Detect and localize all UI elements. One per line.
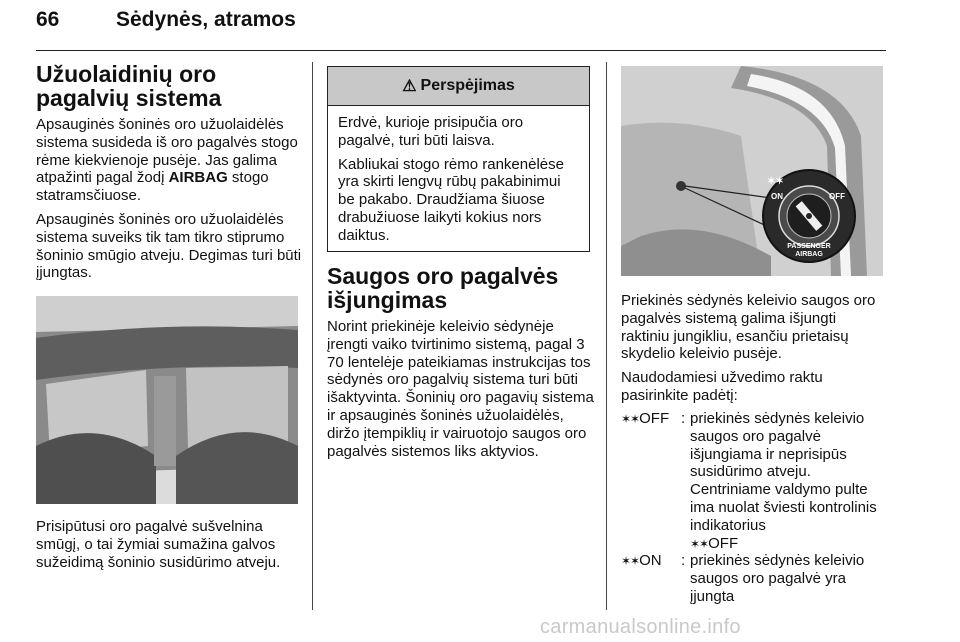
paragraph-curtain-3: Prisipūtusi oro pagalvė sušvelnina smūgį, o tai žymiai sumažina galvos sužeidimą šoninio susidūrimo atveju. — [36, 518, 281, 571]
curtain-airbag-heading: Užuolaidinių oro pagalvių sistema — [36, 61, 222, 111]
airbag-on-icon: ✶✶ — [621, 554, 640, 568]
watermark: carmanualsonline.info — [540, 616, 741, 638]
switch-off-label: OFF — [829, 192, 845, 201]
middle-column — [327, 264, 595, 466]
paragraph-curtain-1: Apsauginės šoninės oro užuolaidėlės sistema susideda iš oro pagalvės stogo rėme kiekvienoje pusėje. Jas galima atpažinti pagal žodį AIRBAG stogo statramsčiuose. — [36, 116, 298, 205]
left-column — [36, 62, 304, 288]
column-divider-left — [312, 62, 313, 610]
right-column — [621, 292, 887, 411]
off-description: priekinės sėdynės keleivio saugos oro pagalvė išjungiama ir neprisipūs susidūrimo atveju. Centriniame valdymo pulte ima nuolat šviesti kontrolinis indikatorius — [690, 410, 877, 534]
airbag-word: AIRBAG — [168, 169, 228, 187]
header-rule — [36, 50, 886, 51]
airbag-deactivation-heading: Saugos oro pagalvės išjungimas — [327, 263, 559, 313]
warning-title: Perspėjimas — [420, 77, 515, 94]
warning-header — [328, 67, 589, 106]
switch-label-line2: AIRBAG — [795, 251, 823, 258]
left-caption — [36, 518, 304, 577]
airbag-switch-photo — [621, 66, 883, 276]
paragraph-switch-1: Priekinės sėdynės keleivio saugos oro pagalvės sistemą galima išjungti raktiniu jungikliu, esančiu prietaisų skydelio keleivio pusėje. — [621, 292, 876, 363]
paragraph-switch-2: Naudodamiesi užvedimo raktu pasirinkite padėtį: — [621, 369, 823, 404]
off-term: OFF — [639, 410, 670, 427]
warning-box — [327, 66, 590, 252]
on-term: ON — [639, 552, 662, 569]
switch-positions-list: ✶✶OFF : priekinės sėdynės keleivio saugos oro pagalvė išjungiama ir neprisipūs susidūrimo atveju. Centriniame valdymo pulte ima nuolat šviesti kontrolinis indikatorius ✶✶OFF ✶✶ON : priekinės sėdynės keleivio saugos oro pagalvė yra įjungta — [621, 410, 887, 610]
switch-label-line1: PASSENGER — [787, 243, 831, 250]
paragraph-curtain-2: Apsauginės šoninės oro užuolaidėlės sistema suveiks tik tam tikro stiprumo šoninio smūgio atveju. Degimas turi būti įjungtas. — [36, 210, 302, 282]
switch-on-label: ON — [771, 192, 783, 201]
warning-paragraph-2: Kabliukai stogo rėmo rankenėlėse yra skirti lengvų rūbų pakabinimui be pakabo. Draudžiama šiuose drabužiuose laikyti kokius nors daiktus. — [338, 155, 564, 244]
on-description: priekinės sėdynės keleivio saugos oro pagalvė yra įjungta — [690, 552, 865, 605]
airbag-off-icon: ✶✶ — [621, 412, 640, 426]
airbag-off-indicator-icon: ✶✶ — [690, 536, 709, 551]
chapter-title: Sėdynės, atramos — [116, 8, 296, 31]
warning-paragraph-1: Erdvė, kurioje prisipučia oro pagalvė, turi būti laisva. — [338, 114, 524, 149]
curtain-airbag-photo — [36, 296, 298, 504]
paragraph-deactivation: Norint priekinėje keleivio sėdynėje įrengti vaiko tvirtinimo sistemą, pagal 3 70 lentelėje pateikiamas instrukcijas tos sėdynės oro pagalvių sistema turi būti išaktyvinta. Šoninių oro pagavių sistema ir apsauginės šoninės užuolaidėlės, diržo įtempiklių ir vairuotojo saugos oro pagalvės sistemos liks aktyvios. — [327, 318, 594, 460]
svg-text:✶✶: ✶✶ — [767, 176, 784, 187]
page-number: 66 — [36, 8, 60, 31]
page-reference-arrow-icon: 3 — [576, 335, 585, 353]
off-indicator-label: OFF — [708, 534, 739, 552]
column-divider-right — [606, 62, 607, 610]
warning-triangle-icon: ⚠ — [402, 78, 417, 95]
